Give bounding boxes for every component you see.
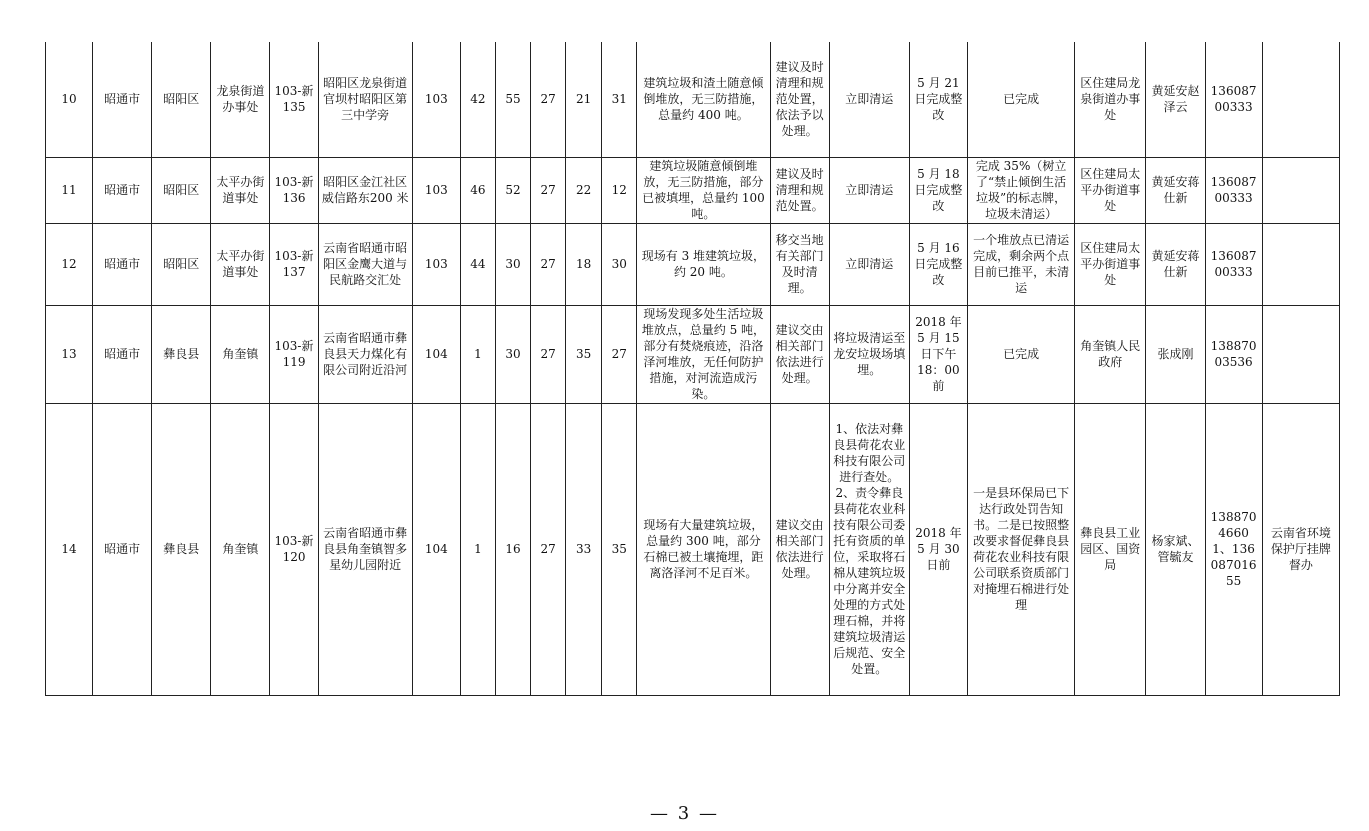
coord-cell: 103 xyxy=(412,42,460,157)
row-number: 10 xyxy=(46,42,93,157)
coord-cell: 33 xyxy=(566,403,602,695)
suggestion-cell: 建议交由相关部门依法进行处理。 xyxy=(770,305,829,403)
coord-cell: 103 xyxy=(412,223,460,305)
row-number: 12 xyxy=(46,223,93,305)
problem-cell: 现场有 3 堆建筑垃圾，约 20 吨。 xyxy=(637,223,770,305)
phone-cell: 13608700333 xyxy=(1205,42,1262,157)
problem-cell: 现场有大量建筑垃圾，总量约 300 吨，部分石棉已被土壤掩埋，距离洛泽河不足百米。 xyxy=(637,403,770,695)
problem-cell: 建筑垃圾随意倾倒堆放，无三防措施，部分已被填埋，总量约 100 吨。 xyxy=(637,157,770,223)
coord-cell: 27 xyxy=(531,223,566,305)
coord-cell: 27 xyxy=(531,157,566,223)
inspection-table xyxy=(45,42,1340,696)
person-cell: 张成刚 xyxy=(1146,305,1205,403)
unit-cell: 区住建局太平办街道事处 xyxy=(1075,157,1146,223)
measure-cell: 1、依法对彝良县荷花农业科技有限公司进行查处。2、责令彝良县荷花农业科技有限公司委托有资质的单位，采取将石棉从建筑垃圾中分离并安全处理的方式处理石棉，并将建筑垃圾清运后规范、安全处置。 xyxy=(829,403,909,695)
county-cell: 彝良县 xyxy=(152,305,211,403)
code-cell: 103-新119 xyxy=(270,305,318,403)
location-cell: 昭阳区金江社区威信路东200 米 xyxy=(318,157,412,223)
town-cell: 角奎镇 xyxy=(211,403,270,695)
code-cell: 103-新136 xyxy=(270,157,318,223)
town-cell: 龙泉街道办事处 xyxy=(211,42,270,157)
coord-cell: 104 xyxy=(412,305,460,403)
progress-cell: 已完成 xyxy=(968,305,1075,403)
coord-cell: 103 xyxy=(412,157,460,223)
county-cell: 彝良县 xyxy=(152,403,211,695)
phone-cell: 13887046601、13608701655 xyxy=(1205,403,1262,695)
deadline-cell: 2018 年 5 月 30 日前 xyxy=(909,403,967,695)
suggestion-cell: 建议交由相关部门依法进行处理。 xyxy=(770,403,829,695)
remark-cell xyxy=(1262,223,1339,305)
problem-cell: 建筑垃圾和渣土随意倾倒堆放，无三防措施，总量约 400 吨。 xyxy=(637,42,770,157)
suggestion-cell: 移交当地有关部门及时清理。 xyxy=(770,223,829,305)
table-row xyxy=(46,223,1340,305)
town-cell: 太平办街道事处 xyxy=(211,223,270,305)
location-cell: 云南省昭通市彝良县角奎镇智多星幼儿园附近 xyxy=(318,403,412,695)
coord-cell: 35 xyxy=(602,403,637,695)
coord-cell: 52 xyxy=(495,157,530,223)
code-cell: 103-新120 xyxy=(270,403,318,695)
city-cell: 昭通市 xyxy=(93,157,152,223)
deadline-cell: 5 月 18 日完成整改 xyxy=(909,157,967,223)
coord-cell: 12 xyxy=(602,157,637,223)
coord-cell: 22 xyxy=(566,157,602,223)
progress-cell: 完成 35%（树立了“禁止倾倒生活垃圾”的标志牌，垃圾未清运） xyxy=(968,157,1075,223)
remark-cell: 云南省环境保护厅挂牌督办 xyxy=(1262,403,1339,695)
progress-cell: 一是县环保局已下达行政处罚告知书。二是已按照整改要求督促彝良县荷花农业科技有限公司联系资质部门对掩埋石棉进行处理 xyxy=(968,403,1075,695)
code-cell: 103-新135 xyxy=(270,42,318,157)
row-number: 13 xyxy=(46,305,93,403)
county-cell: 昭阳区 xyxy=(152,157,211,223)
person-cell: 杨家斌、管毓友 xyxy=(1146,403,1205,695)
unit-cell: 区住建局龙泉街道办事处 xyxy=(1075,42,1146,157)
phone-cell: 13608700333 xyxy=(1205,223,1262,305)
row-number: 14 xyxy=(46,403,93,695)
phone-cell: 13887003536 xyxy=(1205,305,1262,403)
coord-cell: 18 xyxy=(566,223,602,305)
unit-cell: 区住建局太平办街道事处 xyxy=(1075,223,1146,305)
coord-cell: 30 xyxy=(495,305,530,403)
table-row xyxy=(46,157,1340,223)
coord-cell: 27 xyxy=(602,305,637,403)
coord-cell: 27 xyxy=(531,305,566,403)
progress-cell: 一个堆放点已清运完成，剩余两个点目前已推平，未清运 xyxy=(968,223,1075,305)
location-cell: 云南省昭通市昭阳区金鹰大道与民航路交汇处 xyxy=(318,223,412,305)
deadline-cell: 5 月 21 日完成整改 xyxy=(909,42,967,157)
city-cell: 昭通市 xyxy=(93,223,152,305)
city-cell: 昭通市 xyxy=(93,305,152,403)
coord-cell: 27 xyxy=(531,403,566,695)
town-cell: 太平办街道事处 xyxy=(211,157,270,223)
location-cell: 云南省昭通市彝良县天力煤化有限公司附近沿河 xyxy=(318,305,412,403)
measure-cell: 立即清运 xyxy=(829,42,909,157)
remark-cell xyxy=(1262,305,1339,403)
deadline-cell: 2018 年 5 月 15 日下午 18：00 前 xyxy=(909,305,967,403)
table-row xyxy=(46,403,1340,695)
table-row xyxy=(46,42,1340,157)
unit-cell: 角奎镇人民政府 xyxy=(1075,305,1146,403)
coord-cell: 35 xyxy=(566,305,602,403)
person-cell: 黄延安蒋仕新 xyxy=(1146,223,1205,305)
row-number: 11 xyxy=(46,157,93,223)
measure-cell: 将垃圾清运至龙安垃圾场填埋。 xyxy=(829,305,909,403)
page-number: — 3 — xyxy=(650,803,719,824)
coord-cell: 27 xyxy=(531,42,566,157)
location-cell: 昭阳区龙泉街道官坝村昭阳区第三中学旁 xyxy=(318,42,412,157)
county-cell: 昭阳区 xyxy=(152,42,211,157)
coord-cell: 1 xyxy=(460,403,495,695)
person-cell: 黄延安蒋仕新 xyxy=(1146,157,1205,223)
coord-cell: 21 xyxy=(566,42,602,157)
city-cell: 昭通市 xyxy=(93,403,152,695)
phone-cell: 13608700333 xyxy=(1205,157,1262,223)
table-row xyxy=(46,305,1340,403)
code-cell: 103-新137 xyxy=(270,223,318,305)
unit-cell: 彝良县工业园区、国资局 xyxy=(1075,403,1146,695)
coord-cell: 46 xyxy=(460,157,495,223)
city-cell: 昭通市 xyxy=(93,42,152,157)
county-cell: 昭阳区 xyxy=(152,223,211,305)
coord-cell: 44 xyxy=(460,223,495,305)
remark-cell xyxy=(1262,157,1339,223)
remark-cell xyxy=(1262,42,1339,157)
town-cell: 角奎镇 xyxy=(211,305,270,403)
measure-cell: 立即清运 xyxy=(829,223,909,305)
coord-cell: 55 xyxy=(495,42,530,157)
coord-cell: 104 xyxy=(412,403,460,695)
coord-cell: 1 xyxy=(460,305,495,403)
coord-cell: 30 xyxy=(495,223,530,305)
coord-cell: 30 xyxy=(602,223,637,305)
coord-cell: 16 xyxy=(495,403,530,695)
coord-cell: 42 xyxy=(460,42,495,157)
measure-cell: 立即清运 xyxy=(829,157,909,223)
deadline-cell: 5 月 16 日完成整改 xyxy=(909,223,967,305)
progress-cell: 已完成 xyxy=(968,42,1075,157)
suggestion-cell: 建议及时清理和规范处置，依法予以处理。 xyxy=(770,42,829,157)
suggestion-cell: 建议及时清理和规范处置。 xyxy=(770,157,829,223)
coord-cell: 31 xyxy=(602,42,637,157)
problem-cell: 现场发现多处生活垃圾堆放点，总量约 5 吨，部分有焚烧痕迹，沿洛泽河堆放，无任何防护措施，对河流造成污染。 xyxy=(637,305,770,403)
person-cell: 黄延安赵泽云 xyxy=(1146,42,1205,157)
